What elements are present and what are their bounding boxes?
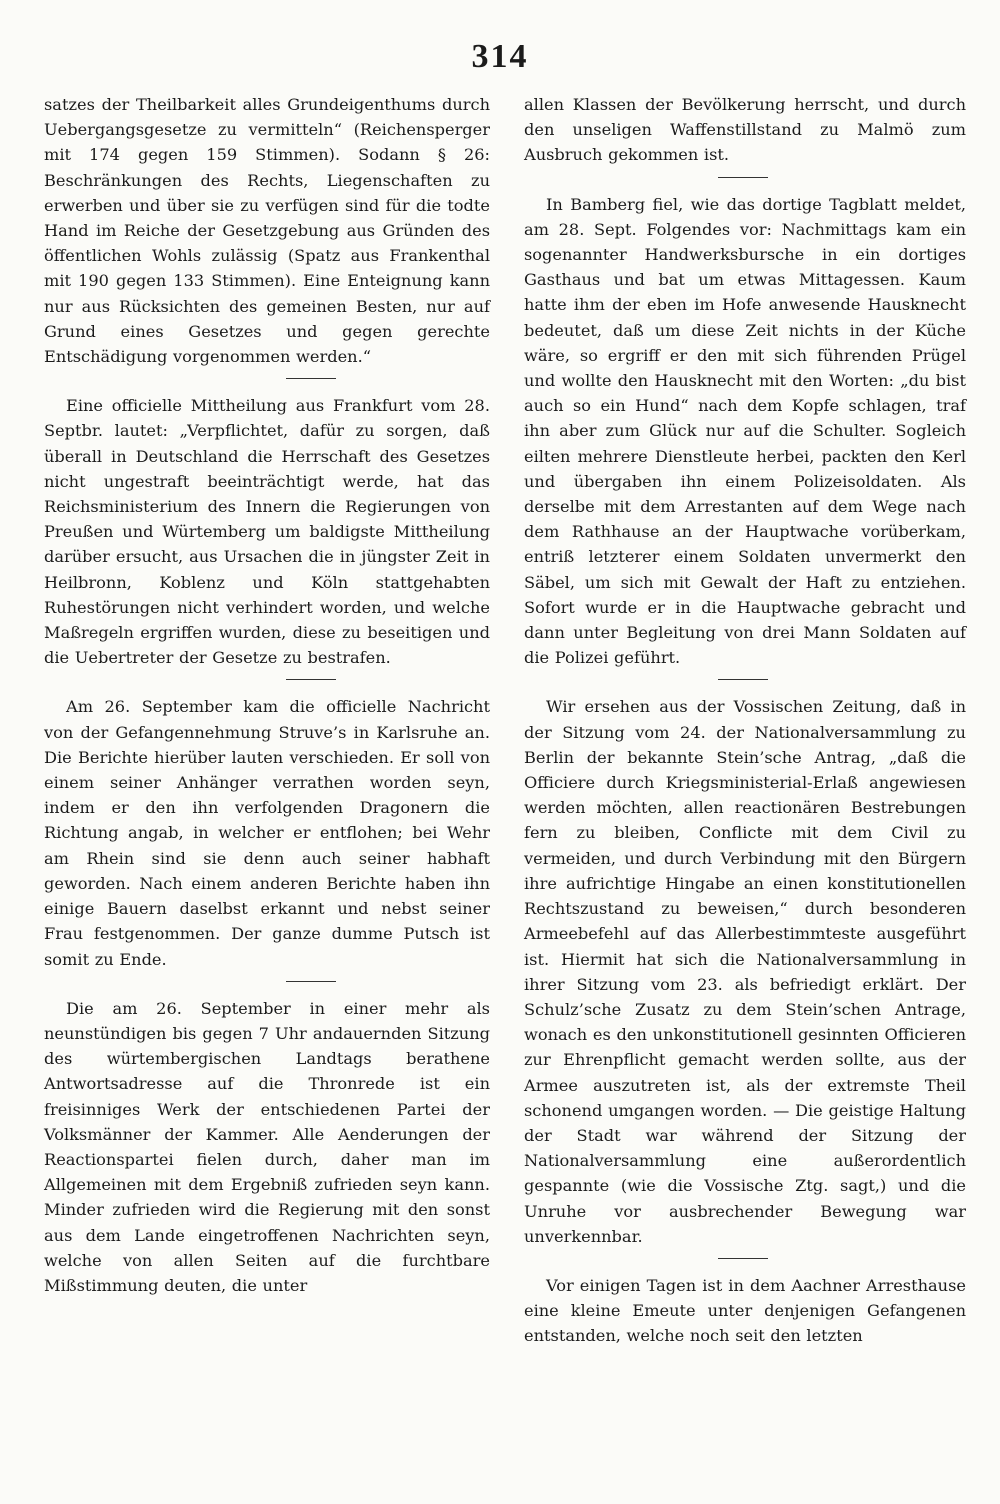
article-paragraph: Vor einigen Tagen ist in dem Aachner Arresthause eine kleine Emeute unter denjenigen Gefangenen entstanden, welche noch seit den letzten (524, 1275, 966, 1346)
right-column (524, 92, 966, 1349)
article-paragraph: In Bamberg fiel, wie das dortige Tagblatt meldet, am 28. Sept. Folgendes vor: Nachmittags kam ein sogenannter Handwerksbursche in ein dortiges Gasthaus und bat um etwas Mittagessen. Kaum hatte ihm der eben im Hofe anwesende Hausknecht bedeutet, daß um diese Zeit nichts in der Küche wäre, so ergriff er den mit sich führenden Prügel und wollte den Hausknecht mit den Worten: „du bist auch so ein Hund“ nach dem Kopfe schlagen, traf ihn aber zum Glück nur auf die Schulter. Sogleich eilten mehrere Dienstleute herbei, packten den Kerl und übergaben ihn einem Polizeisoldaten. Als derselbe mit dem Arrestanten auf dem Wege nach dem Rathhause an der Hauptwache vorüberkam, entriß letzterer einem Soldaten unvermerkt den Säbel, um sich mit Gewalt der Haft zu entziehen. Sofort wurde er in die Hauptwache gebracht und dann unter Begleitung von drei Mann Soldaten auf die Polizei geführt. (524, 194, 966, 668)
section-divider (718, 177, 768, 178)
article-paragraph: allen Klassen der Bevölkerung herrscht, und durch den unseligen Waffenstillstand zu Malmö zum Ausbruch gekommen ist. (524, 95, 966, 165)
section-divider (286, 981, 336, 982)
article-paragraph: satzes der Theilbarkeit alles Grundeigenthums durch Uebergangsgesetze zu vermitteln“ (Reichensperger mit 174 gegen 159 Stimmen). Sodann § 26: Beschränkungen des Rechts, Liegenschaften zu erwerben und über sie zu verfügen sind für die todte Hand im Reiche der Gesetzgebung aus Gründen des öffentlichen Wohls zulässig (Spatz aus Frankenthal mit 190 gegen 133 Stimmen). Eine Enteignung kann nur aus Rücksichten des gemeinen Besten, nur auf Grund eines Gesetzes und gegen gerechte Entschädigung vorgenommen werden.“ (44, 95, 490, 367)
section-divider (286, 378, 336, 379)
page-number: 314 (471, 38, 529, 75)
article-paragraph: Wir ersehen aus der Vossischen Zeitung, daß in der Sitzung vom 24. der Nationalversammlung zu Berlin der bekannte Stein’sche Antrag, „daß die Officiere durch Kriegsministerial-Erlaß angewiesen werden möchten, allen reactionären Bestrebungen fern zu bleiben, Conflicte mit dem Civil zu vermeiden, und durch Verbindung mit den Bürgern ihre aufrichtige Hingabe an einen konstitutionellen Rechtszustand zu beweisen,“ durch besonderen Armeebefehl auf das Allerbestimmteste ausgeführt ist. Hiermit hat sich die Nationalversammlung in ihrer Sitzung vom 23. als befriedigt erklärt. Der Schulz’sche Zusatz zu dem Stein’schen Antrage, wonach es den unkonstitutionell gesinnten Officieren zur Ehrenpflicht gemacht werden sollte, aus der Armee auszutreten ist, als der extremste Theil schonend umgangen worden. — Die geistige Haltung der Stadt war während der Sitzung der Nationalversammlung eine außerordentlich gespannte (wie die Vossische Ztg. sagt,) und die Unruhe vor ausbrechender Bewegung war unverkennbar. (524, 697, 966, 1246)
article-paragraph: Eine officielle Mittheilung aus Frankfurt vom 28. Septbr. lautet: „Verpflichtet, dafür zu sorgen, daß überall in Deutschland die Herrschaft des Gesetzes nicht ungestraft beeinträchtigt werde, hat das Reichsministerium des Innern die Regierungen von Preußen und Würtemberg um baldigste Mittheilung darüber ersucht, aus Ursachen die in jüngster Zeit in Heilbronn, Koblenz und Köln stattgehabten Ruhestörungen nicht verhindert worden, und welche Maßregeln ergriffen wurden, diese zu beseitigen und die Uebertreter der Gesetze zu bestrafen. (44, 396, 490, 668)
article-paragraph: Die am 26. September in einer mehr als neunstündigen bis gegen 7 Uhr andauernden Sitzung des würtembergischen Landtags berathene Antwortsadresse auf die Thronrede ist ein freisinniges Werk der entschiedenen Partei der Volksmänner der Kammer. Alle Aenderungen der Reactionspartei fielen durch, daher man im Allgemeinen mit dem Ergebniß zufrieden seyn kann. Minder zufrieden wird die Regierung mit den sonst aus dem Lande eingetroffenen Nachrichten seyn, welche von allen Seiten auf die furchtbare Mißstimmung deuten, die unter (44, 998, 490, 1295)
left-column (44, 92, 490, 1298)
section-divider (286, 679, 336, 680)
section-divider (718, 679, 768, 680)
section-divider (718, 1258, 768, 1259)
article-paragraph: Am 26. September kam die officielle Nachricht von der Gefangennehmung Struve’s in Karlsruhe an. Die Berichte hierüber lauten verschieden. Er soll von einem seiner Anhänger verrathen worden seyn, indem er den ihn verfolgenden Dragonern die Richtung angab, in welcher er entflohen; bei Wehr am Rhein sind sie denn auch seiner habhaft geworden. Nach einem anderen Berichte haben ihn einige Bauern daselbst erkannt und nebst seiner Frau festgenommen. Der ganze dumme Putsch ist somit zu Ende. (44, 697, 490, 969)
